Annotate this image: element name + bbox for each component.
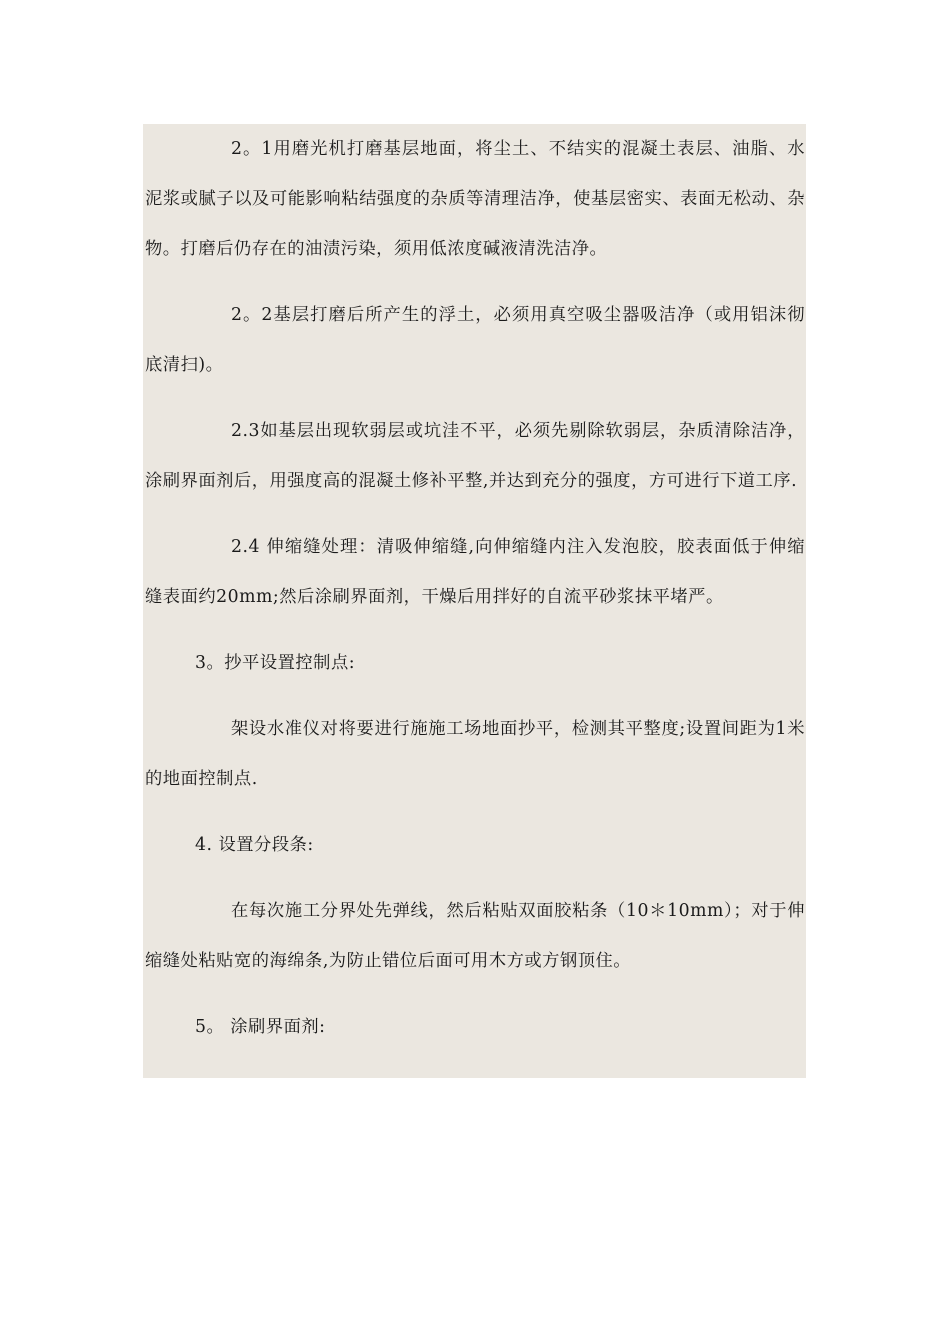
paragraph-gap xyxy=(145,506,805,522)
paragraph-gap xyxy=(145,390,805,406)
heading-3: 3。抄平设置控制点: xyxy=(195,653,356,673)
paragraph-gap xyxy=(145,622,805,638)
paragraph-2-4: 2.4 伸缩缝处理：清吸伸缩缝,向伸缩缝内注入发泡胶，胶表面低于伸缩缝表面约20mm;然后涂刷界面剂，干燥后用拌好的自流平砂浆抹平堵严。 xyxy=(145,537,805,607)
paragraph-2-2: 2。2基层打磨后所产生的浮土，必须用真空吸尘器吸洁净（或用铝沫彻底清扫)。 xyxy=(145,305,805,375)
paragraph-gap xyxy=(145,804,805,820)
paragraph-2-3: 2.3如基层出现软弱层或坑洼不平，必须先剔除软弱层，杂质清除洁净，涂刷界面剂后，用强度高的混凝土修补平整,并达到充分的强度，方可进行下道工序. xyxy=(145,421,805,491)
paragraph-gap xyxy=(145,870,805,886)
paragraph-4: 在每次施工分界处先弹线，然后粘贴双面胶粘条（10＊10mm）；对于伸缩缝处粘贴宽的海绵条,为防止错位后面可用木方或方钢顶住。 xyxy=(145,901,805,971)
heading-4: 4. 设置分段条: xyxy=(195,835,314,855)
paragraph-2-1: 2。1用磨光机打磨基层地面，将尘土、不结实的混凝土表层、油脂、水泥浆或腻子以及可能影响粘结强度的杂质等清理洁净，使基层密实、表面无松动、杂物。打磨后仍存在的油渍污染，须用低浓度碱液清洗洁净。 xyxy=(145,139,805,259)
paragraph-gap xyxy=(145,688,805,704)
document-body xyxy=(145,124,805,1052)
paragraph-gap xyxy=(145,986,805,1002)
paragraph-3: 架设水准仪对将要进行施施工场地面抄平，检测其平整度;设置间距为1米的地面控制点. xyxy=(145,719,805,789)
heading-5: 5。 涂刷界面剂: xyxy=(195,1017,326,1037)
paragraph-gap xyxy=(145,274,805,290)
